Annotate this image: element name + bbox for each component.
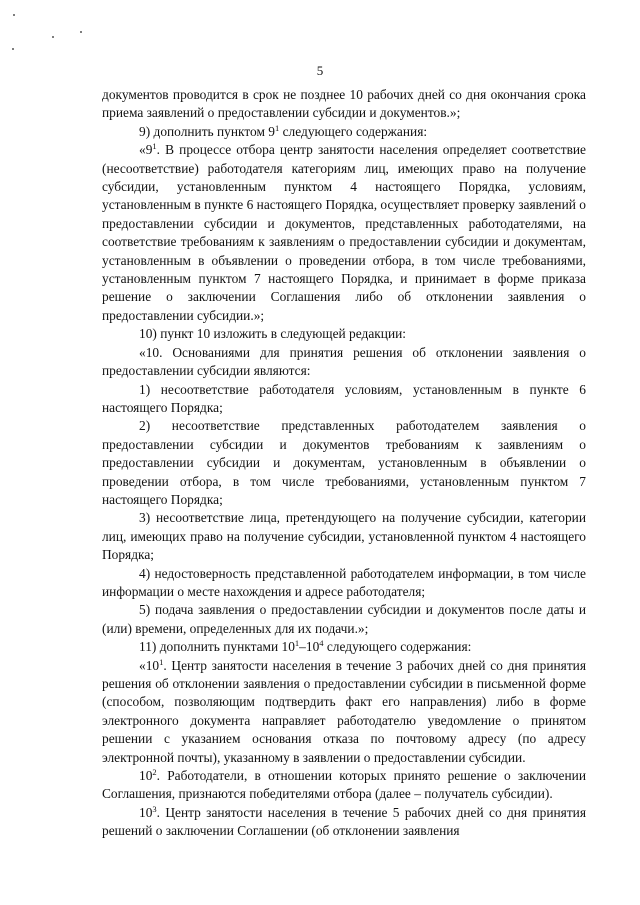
paragraph-9-1: «$9^1$. В процессе отбора центр занятости населения определяет соответствие (несоответствие) работодателя категориям лиц, имеющих право на получение субсидии, установленным пунктом 4 настоящего Порядка, условиям, установленным в пункте 6 настоящего Порядка, осуществляет проверку заявлений о предоставлении субсидии и документов, представленных работодателями, на соответствие требованиям к заявлениям о предоставлении субсидии и документам, установленным в объявлении о проведении отбора, в том числе требованиями, установленным пунктом 7 настоящего Порядка, и принимает в форме приказа решение о заключении Соглашения либо об отклонении заявления о предоставлении субсидии.»; <box>102 141 586 323</box>
paragraph-amendment-9: 9) дополнить пунктом $9^1$ следующего содержания: <box>139 122 428 139</box>
page-number: 5 <box>316 63 324 78</box>
paragraph-10-3: $10^3$. Центр занятости населения в течение 5 рабочих дней со дня принятия решений о заключении Соглашении (об отклонении заявления <box>102 803 586 839</box>
list-item-2: 2) несоответствие представленных работодателем заявления о предоставлении субсидии и документов требованиям к заявлениям о предоставлении субсидии и документам, установленным в объявлении о проведении отбора, в том числе требованиями, установленным пунктом 7 настоящего Порядка; <box>102 418 586 507</box>
paragraph-10: «10. Основаниями для принятия решения об отклонении заявления о предоставлении субсидии являются: <box>102 344 586 379</box>
list-item-1: 1) несоответствие работодателя условиям, установленным в пункте 6 настоящего Порядка; <box>102 381 586 415</box>
paragraph-10-2: $10^2$. Работодатели, в отношении которых принято решение о заключении Соглашения, признаются победителями отбора (далее – получатель субсидии). <box>102 767 586 802</box>
paragraph-10-1: «$10^1$. Центр занятости населения в течение 3 рабочих дней со дня принятия решения об отклонении заявления о предоставлении субсидии в письменной форме (способом, позволяющим подтвердить факт его направления) либо в форме электронного документа направляет работодателю уведомление о принятом решении с указанием основания отказа по почтовому адресу (по адресу электронной почты), указанному в заявлении о предоставлении субсидии. <box>102 656 586 765</box>
scan-speck <box>12 48 14 50</box>
paragraph-amendment-10: 10) пункт 10 изложить в следующей редакции: <box>139 326 407 342</box>
scan-speck <box>80 31 82 33</box>
scan-speck <box>52 36 54 38</box>
paragraph-continuation: документов проводится в срок не позднее 10 рабочих дней со дня окончания срока приема заявлений о предоставлении субсидии и документов.»; <box>102 87 586 121</box>
list-item-5: 5) подача заявления о предоставлении субсидии и документов после даты и (или) времени, определенных для их подачи.»; <box>102 602 586 636</box>
paragraph-amendment-11: 11) дополнить пунктами $10^1-10^4$ следующего содержания: <box>139 638 472 655</box>
list-item-4: 4) недостоверность представленной работодателем информации, в том числе информации о месте нахождения и адресе работодателя; <box>102 565 586 599</box>
list-item-3: 3) несоответствие лица, претендующего на получение субсидии, категории лиц, имеющих право на получение субсидии, установленной пунктом 4 настоящего Порядка; <box>102 510 586 563</box>
scan-speck <box>13 14 15 16</box>
document-body <box>102 86 586 841</box>
